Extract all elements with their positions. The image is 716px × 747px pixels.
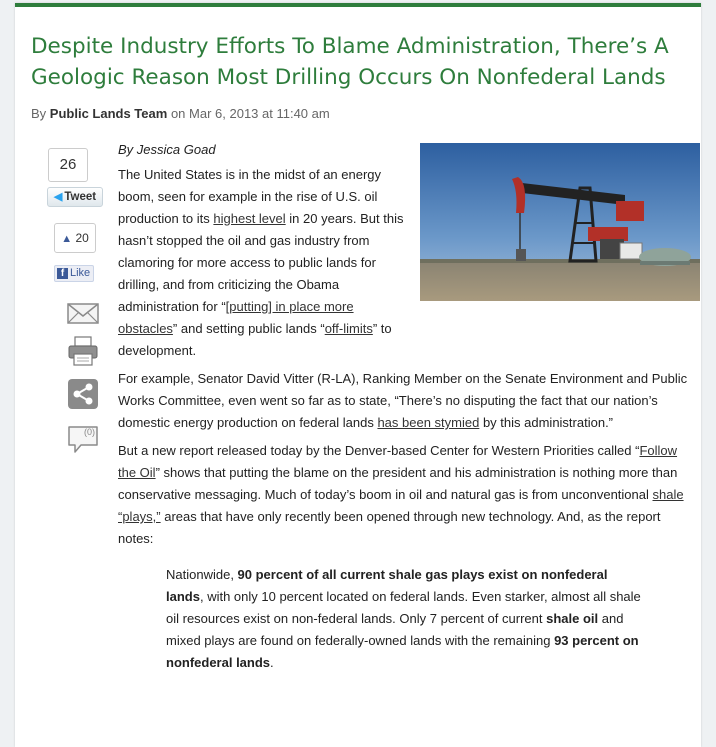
tweet-button[interactable]: [47, 187, 103, 207]
facebook-like-button[interactable]: [54, 265, 94, 282]
link-shale-plays[interactable]: shale “plays,”: [118, 487, 684, 524]
twitter-bird-icon: ◀: [53, 191, 63, 203]
link-obstacles[interactable]: [putting] in place more obstacles: [118, 299, 354, 336]
article-page: [15, 3, 701, 747]
tweet-count: 26: [48, 148, 88, 182]
thumbs-up-icon: ▲: [61, 233, 73, 245]
byline-date-prefix: on: [170, 106, 186, 121]
article-title[interactable]: Despite Industry Efforts To Blame Administration, There’s A Geologic Reason Most Drilling Occurs On Nonfederal Lands: [31, 34, 669, 90]
byline-author[interactable]: Public Lands Team: [49, 106, 168, 121]
share-icon[interactable]: [67, 378, 99, 410]
link-off-limits[interactable]: off-limits: [324, 321, 373, 336]
like-count: 20: [75, 231, 89, 245]
mail-icon[interactable]: [67, 297, 99, 329]
byline-prefix: By: [31, 106, 47, 121]
report-quote: Nationwide, 90 percent of all current shale gas plays exist on nonfederal lands, with only 10 percent located on federal lands. Even starker, almost all shale oil resources exist on non-federal lands. Only 7 percent of current shale oil and mixed plays are found on federally-owned lands with the remaining 93 percent on nonfederal lands.: [166, 567, 641, 670]
link-stymied[interactable]: has been stymied: [377, 415, 480, 430]
article-body: [118, 139, 698, 674]
like-count-box: [54, 223, 96, 253]
facebook-icon: f: [57, 268, 68, 279]
print-icon[interactable]: [67, 335, 99, 367]
link-follow-the-oil[interactable]: Follow the Oil: [118, 443, 678, 480]
byline: [31, 106, 330, 121]
paragraph-2: For example, Senator David Vitter (R-LA), Ranking Member on the Senate Environment and Public Works Committee, even went so far as to state, “There’s no disputing the fact that our nation’s domestic energy production on federal lands has been stymied by this administration.”: [118, 371, 688, 430]
tweet-label: Tweet: [64, 191, 97, 203]
byline-date: Mar 6, 2013 at 11:40 am: [189, 106, 330, 121]
paragraph-1: The United States is in the midst of an energy boom, seen for example in the rise of U.S. oil production to its highest level in 20 years. But this hasn’t stopped the oil and gas industry from clamoring for more access to public lands for drilling, and from criticizing the Obama administration for “[putting] in place more obstacles” and setting public lands “off-limits” to development.: [118, 167, 404, 358]
like-label: Like: [70, 267, 91, 279]
link-highest-level[interactable]: highest level: [213, 211, 286, 226]
paragraph-3: But a new report released today by the Denver-based Center for Western Priorities called “Follow the Oil” shows that putting the blame on the president and his administration is nothing more than conservative messaging. Much of today’s boom in oil and natural gas is from unconventional shale “plays,” areas that have only recently been opened through new technology. And, as the report notes:: [118, 443, 684, 546]
oil-pumpjack-image: [420, 143, 700, 301]
comment-count: (0): [84, 427, 95, 437]
article-author: By Jessica Goad: [118, 142, 216, 157]
